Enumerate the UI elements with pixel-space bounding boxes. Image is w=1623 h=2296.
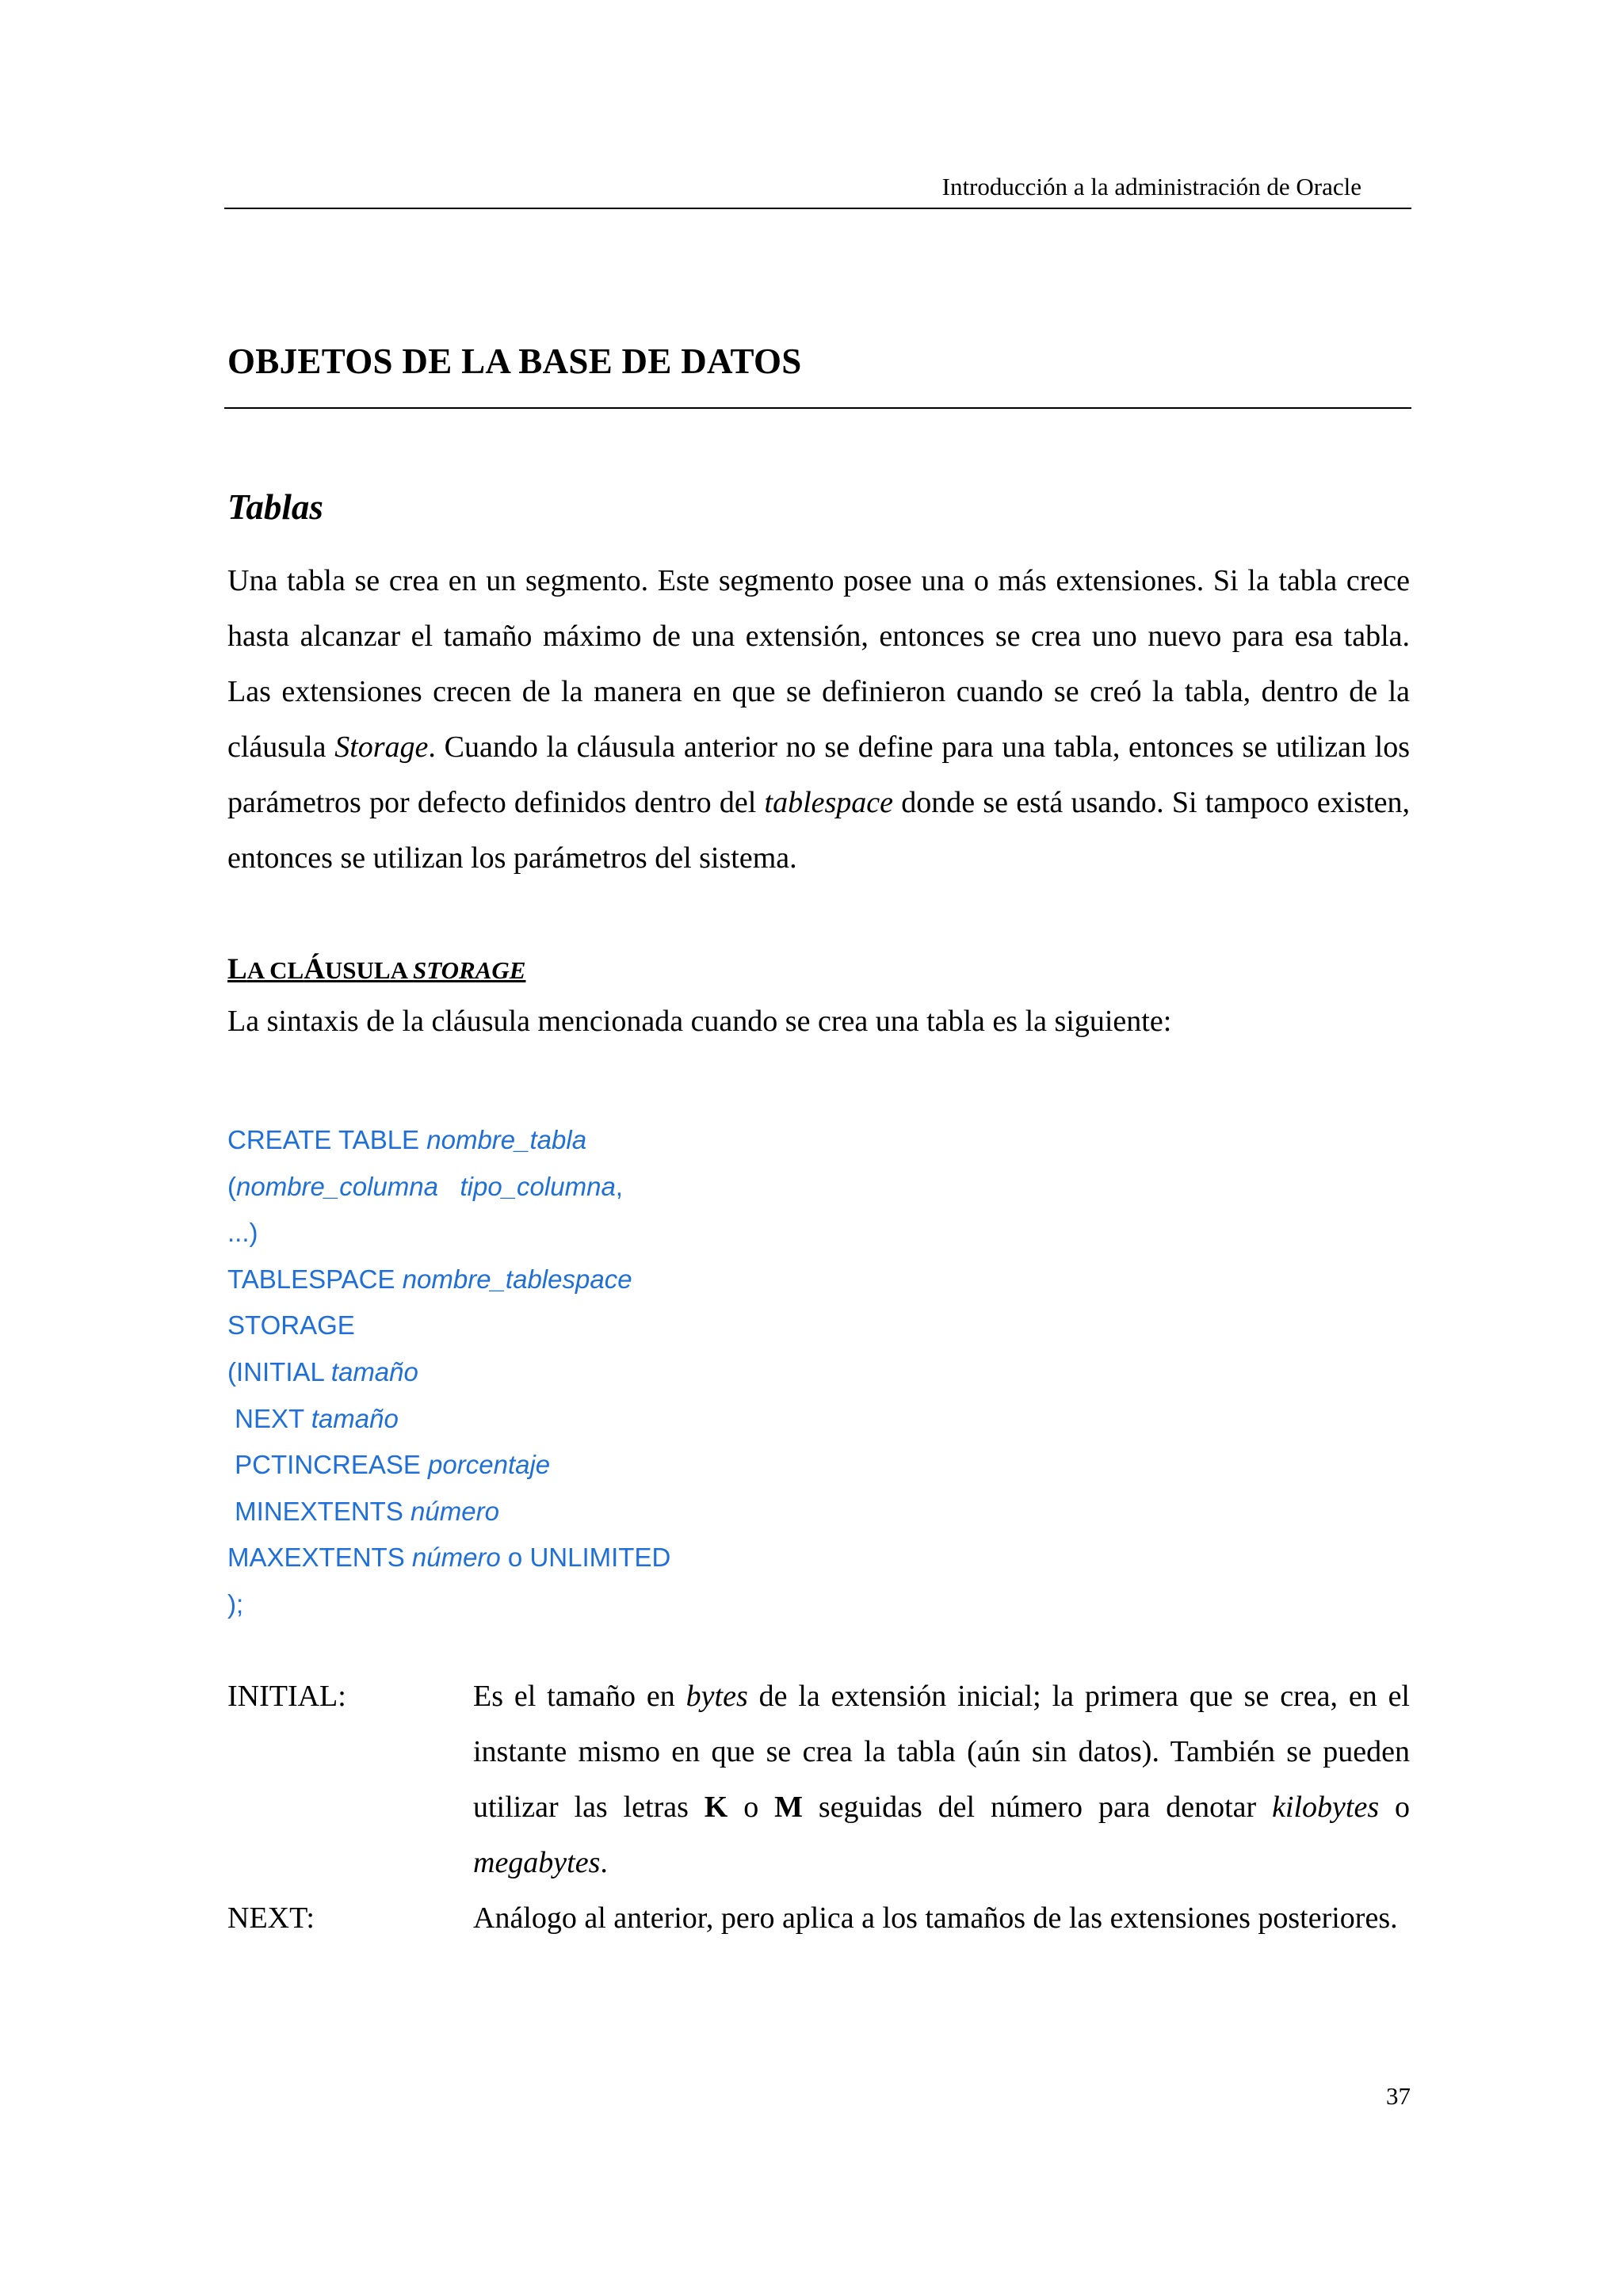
intro-paragraph (227, 553, 1410, 886)
code-keyword: MAXEXTENTS (227, 1543, 412, 1573)
header-rule (224, 208, 1411, 209)
chapter-rule (224, 407, 1411, 409)
code-line-ellipsis: ...) (227, 1218, 258, 1248)
running-header: Introducción a la administración de Oracle (941, 173, 1361, 200)
subsection-cap-l: L (227, 953, 247, 986)
subsection-rest-a: A CL (246, 956, 304, 984)
code-line-minextents (227, 1489, 670, 1535)
code-line-initial (227, 1349, 670, 1396)
definition-text: o (727, 1791, 775, 1824)
code-line-storage: STORAGE (227, 1310, 355, 1341)
definition-description: Análogo al anterior, pero aplica a los tamaños de las extensiones posteriores. (473, 1901, 1398, 1935)
definition-description (473, 1669, 1410, 1890)
chapter-title: OBJETOS DE LA BASE DE DATOS (227, 341, 802, 381)
code-argument: número (411, 1543, 501, 1573)
code-keyword: UNLIMITED (529, 1543, 671, 1573)
definition-term: INITIAL: (227, 1680, 346, 1713)
definition-text: seguidas del número para denotar (803, 1791, 1273, 1824)
subsection-rest-b: USULA (324, 956, 414, 984)
code-line-pctincrease (227, 1442, 670, 1489)
code-argument: nombre_tabla (426, 1125, 587, 1154)
code-argument: porcentaje (428, 1450, 551, 1480)
intro-text-3: donde se está usando. Si tampoco existen, entonces se utilizan los parámetros del sistema. (227, 786, 1410, 875)
intro-term-storage: Storage (334, 730, 429, 764)
definition-em: bytes (685, 1680, 748, 1713)
intro-term-tablespace: tablespace (764, 786, 894, 819)
definition-em: megabytes (473, 1846, 601, 1879)
code-line-columns (227, 1164, 670, 1211)
definition-text: o (1379, 1791, 1411, 1824)
code-argument: tipo_columna (460, 1171, 616, 1201)
code-punct: ( (227, 1171, 236, 1201)
syntax-intro: La sintaxis de la cláusula mencionada cuando se crea una tabla es la siguiente: (227, 1005, 1172, 1038)
code-keyword: (INITIAL (227, 1356, 331, 1386)
code-keyword: CREATE TABLE (227, 1125, 427, 1154)
section-title: Tablas (227, 487, 323, 527)
code-keyword: TABLESPACE (227, 1264, 403, 1294)
intro-text-2: . Cuando la cláusula anterior no se define para una tabla, entonces se utilizan los parámetros por defecto definidos dentro del (227, 730, 1410, 819)
subsection-heading (227, 952, 525, 986)
definition-strong: M (774, 1791, 804, 1824)
code-argument: tamaño (311, 1403, 399, 1433)
code-argument: número (411, 1496, 499, 1526)
definition-term: NEXT: (227, 1901, 315, 1935)
code-line-create-table (227, 1117, 670, 1164)
definition-em: kilobytes (1272, 1791, 1380, 1824)
syntax-code-block (227, 1117, 670, 1628)
code-keyword: PCTINCREASE (227, 1450, 429, 1480)
code-space (438, 1172, 460, 1201)
code-keyword: MINEXTENTS (227, 1496, 411, 1526)
definition-strong: K (704, 1791, 728, 1824)
intro-text-1: Una tabla se crea en un segmento. Este segmento posee una o más extensiones. Si la tabla crece hasta alcanzar el tamaño máximo de una extensión, entonces se crea uno nuevo para esa tabla. Las extensiones crecen de la manera en que se definieron cuando se creó la tabla, dentro de la cláusula (227, 564, 1410, 764)
code-line-maxextents (227, 1535, 670, 1581)
subsection-cap-a: Á (304, 953, 325, 986)
code-punct: , (615, 1171, 623, 1201)
subsection-term-storage: STORAGE (413, 956, 526, 984)
code-connector: o (500, 1543, 530, 1573)
code-argument: tamaño (330, 1356, 418, 1386)
code-argument: nombre_columna (236, 1171, 438, 1201)
code-line-close: ); (227, 1589, 244, 1619)
page-number: 37 (1386, 2082, 1411, 2110)
definition-text: Es el tamaño en (473, 1680, 686, 1713)
definition-text: . (600, 1846, 608, 1879)
code-line-tablespace (227, 1257, 670, 1303)
code-line-next (227, 1396, 670, 1443)
definition-text: de la extensión inicial; la primera que se crea, en el instante mismo en que se crea la tabla (aún sin datos). También se pueden utilizar las letras (473, 1680, 1410, 1824)
code-argument: nombre_tablespace (402, 1264, 632, 1294)
code-keyword: NEXT (227, 1403, 311, 1433)
